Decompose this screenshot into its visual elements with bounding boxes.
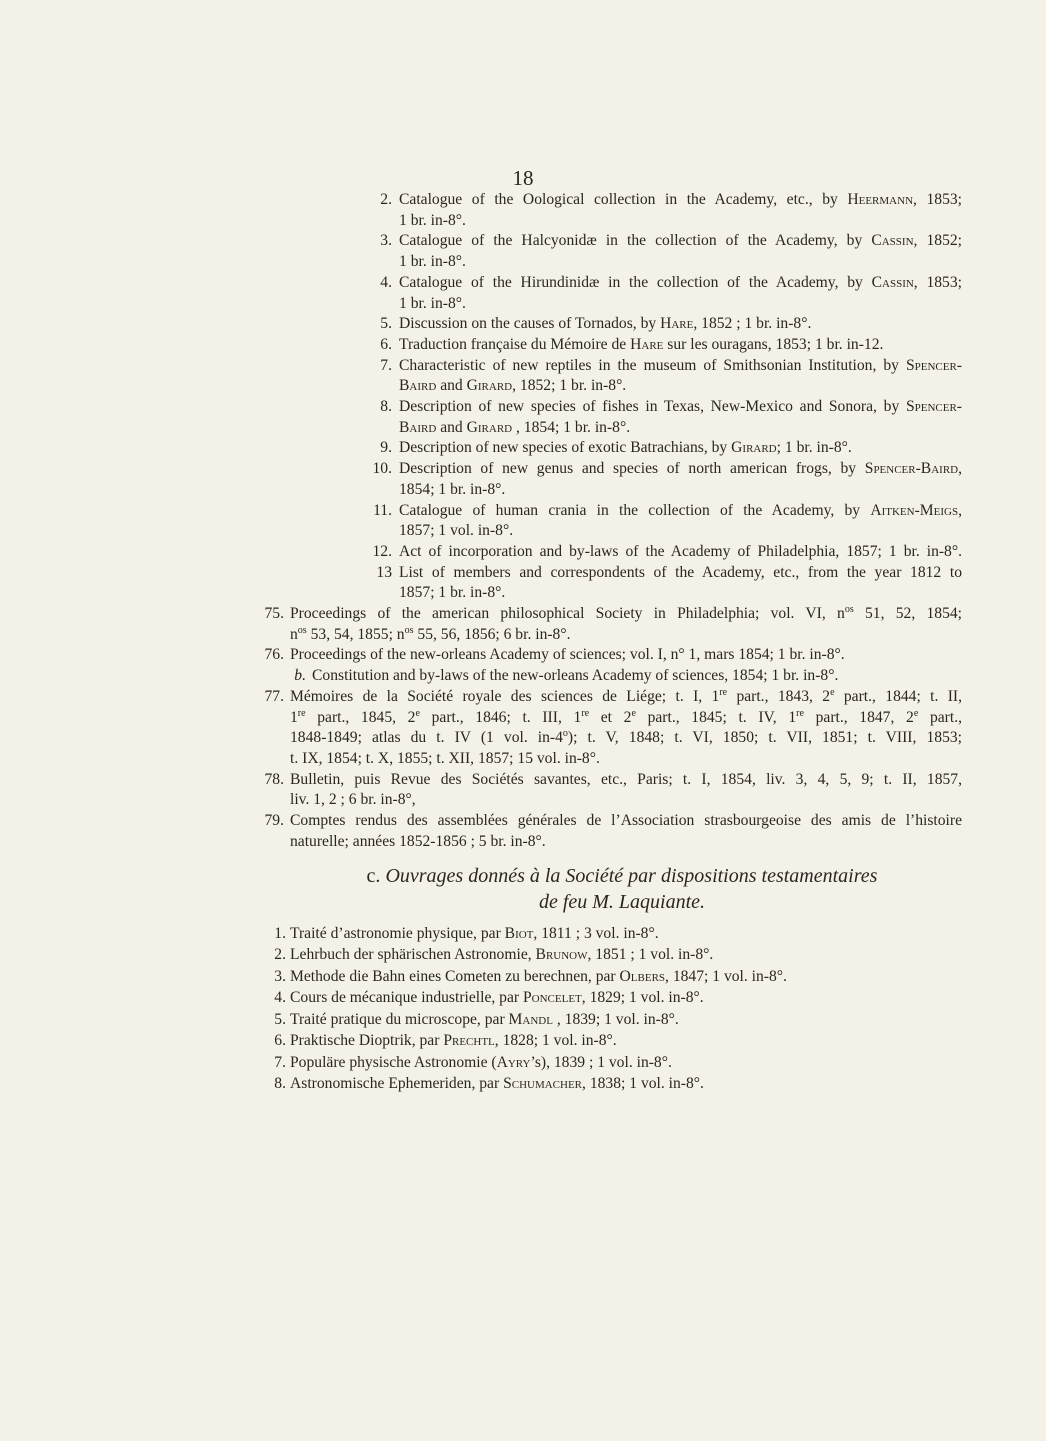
entry-text: 1 br. in-8°. <box>399 294 466 312</box>
entry-79 <box>262 811 962 852</box>
entry-12 <box>262 542 962 563</box>
entry-text: Catalogue of the Oological collection in the Academy, etc., by <box>399 191 848 208</box>
entry-text: Act of incorporation and by-laws of the Academy of Philadelphia, 1857; 1 br. in-8°. <box>399 542 962 560</box>
superscript: e <box>830 686 835 698</box>
entry-text: and <box>436 377 467 395</box>
entry-c2 <box>262 944 962 966</box>
entry-text: 53, 54, 1855; n <box>306 625 405 643</box>
entry-number: 1. <box>274 924 286 942</box>
entry-text: , 1851 ; 1 vol. in-8°. <box>587 946 714 963</box>
entry-text: t. IX, 1854; t. X, 1855; t. XII, 1857; 15 vol. in-8°. <box>290 749 600 767</box>
entry-text: Description of new species of exotic Batrachians, by <box>399 439 732 457</box>
entry-number: 8. <box>380 398 392 416</box>
entry-text: 55, 56, 1856; 6 br. in-8°. <box>413 625 571 643</box>
entry-number: 6. <box>274 1032 286 1049</box>
author-name: Cassin <box>871 273 914 291</box>
entry-text: ); t. V, 1848; t. VI, 1850; t. VII, 1851; t. VIII, 1853; <box>567 729 962 747</box>
entry-number: 4. <box>274 989 286 1006</box>
entry-11 <box>262 501 962 542</box>
entry-number: 79. <box>264 812 284 830</box>
entry-text: n <box>290 625 298 643</box>
entry-text: Catalogue of the Halcyonidæ in the collection of the Academy, by <box>399 232 872 250</box>
entry-text: Cours de mécanique industrielle, par <box>290 989 523 1006</box>
entry-text: , 1811 ; 3 vol. in-8°. <box>533 924 659 942</box>
author-name: Heermann <box>847 191 914 208</box>
section-heading <box>262 863 962 915</box>
entry-text: part., 1844; t. II, <box>834 687 963 705</box>
entry-text: , 1847; 1 vol. in-8°. <box>665 967 787 985</box>
author-name: Spencer-Baird <box>864 460 959 478</box>
entry-text: part., <box>918 708 962 726</box>
entry-text: Praktische Dioptrik, par <box>290 1032 444 1049</box>
page-number: 18 <box>512 166 534 190</box>
author-name: Aitken-Meigs <box>870 501 959 519</box>
entry-4 <box>262 273 962 314</box>
entry-number: 9. <box>380 439 392 457</box>
entry-9 <box>262 438 962 459</box>
superscript: os <box>844 603 854 615</box>
author-name: Hare <box>660 315 694 333</box>
entry-number: 7. <box>274 1053 286 1071</box>
entry-75 <box>262 604 962 645</box>
entry-text: , 1838; 1 vol. in-8°. <box>582 1075 704 1092</box>
superscript: re <box>297 707 306 719</box>
author-name: Hare <box>630 335 664 353</box>
entry-text: 1 br. in-8°. <box>399 253 466 271</box>
entry-tail: , 1853; <box>913 191 962 208</box>
superscript: e <box>913 707 919 719</box>
entry-text: 1857; 1 br. in-8°. <box>399 584 506 602</box>
entry-c8 <box>262 1073 962 1095</box>
entry-8 <box>262 397 962 438</box>
entry-tail: , <box>958 460 962 478</box>
entry-number: 2. <box>380 191 392 208</box>
entry-number: 78. <box>264 770 284 788</box>
entry-tail: , <box>958 501 962 519</box>
section-title-line: Ouvrages donnés à la Société par dispositions testamentaires <box>380 864 878 887</box>
entry-text: , 1839; 1 vol. in-8°. <box>552 1010 679 1028</box>
entry-3 <box>262 231 962 272</box>
entry-text: Comptes rendus des assemblées générales de l’Association strasbourgeoise des amis de l’histoire <box>290 812 962 830</box>
entry-text: and <box>436 418 467 436</box>
entry-78 <box>262 770 962 811</box>
entry-c7 <box>262 1052 962 1074</box>
entry-13 <box>262 563 962 604</box>
superscript: e <box>415 707 420 719</box>
entry-c3 <box>262 966 962 988</box>
entry-2 <box>262 190 962 231</box>
entry-text: Astronomische Ephemeriden, par <box>290 1075 504 1092</box>
entry-number: 8. <box>274 1075 286 1092</box>
entry-text: Traité pratique du microscope, par <box>290 1010 509 1028</box>
entry-text: 51, 52, 1854; <box>853 605 962 623</box>
entry-text: sur les ouragans, 1853; 1 br. in-12. <box>663 335 884 353</box>
superscript: o <box>562 728 568 740</box>
entry-number: 5. <box>274 1010 286 1028</box>
superscript: re <box>719 686 728 698</box>
author-name: Girard <box>466 377 513 395</box>
entry-c6 <box>262 1030 962 1052</box>
entry-number: 2. <box>274 946 286 963</box>
author-name: Spencer- <box>905 356 962 374</box>
entry-text: 1848-1849; atlas du t. IV (1 vol. in-4 <box>290 729 563 747</box>
author-name: Prechtl <box>443 1032 495 1049</box>
author-name: Ayry <box>496 1053 531 1071</box>
entry-number: 75. <box>264 605 284 623</box>
entry-text: Traité d’astronomie physique, par <box>290 924 505 942</box>
entry-text: List of members and correspondents of the Academy, etc., from the year 1812 to <box>399 563 962 581</box>
entry-text: , 1852 ; 1 br. in-8°. <box>693 315 812 333</box>
entry-text: 1854; 1 br. in-8°. <box>399 480 506 498</box>
section-title-line: de feu M. Laquiante. <box>538 890 706 913</box>
entry-number: 76. <box>264 646 284 664</box>
entry-text: ; 1 br. in-8°. <box>776 439 852 457</box>
entry-number: 10. <box>372 460 392 478</box>
entry-tail: , 1853; <box>913 273 962 291</box>
entry-text: Description of new species of fishes in Texas, New-Mexico and Sonora, by <box>399 398 906 416</box>
entry-text: , 1852; 1 br. in-8°. <box>512 377 627 395</box>
entry-text: part., 1843, 2 <box>727 687 831 705</box>
entry-text: Lehrbuch der sphärischen Astronomie, <box>290 946 536 963</box>
entry-text: et 2 <box>589 708 632 726</box>
entry-7 <box>262 356 962 397</box>
entry-text: 1857; 1 vol. in-8°. <box>399 522 514 540</box>
entry-text: 1 br. in-8°. <box>399 211 466 229</box>
entry-number: 13 <box>376 563 392 581</box>
entry-text: , 1854; 1 br. in-8°. <box>512 418 631 436</box>
superscript: e <box>631 707 636 719</box>
entry-10 <box>262 459 962 500</box>
entry-number: 11. <box>373 501 392 519</box>
entry-text: Bulletin, puis Revue des Sociétés savantes, etc., Paris; t. I, 1854, liv. 3, 4, 5, 9; t. II, 1857, <box>290 770 962 788</box>
entry-text: part., 1845, 2 <box>305 708 416 726</box>
author-name: Mandl <box>508 1010 553 1028</box>
entry-text: , 1829; 1 vol. in-8°. <box>581 989 704 1006</box>
author-name: Girard <box>731 439 777 457</box>
entry-number: 3. <box>380 232 392 250</box>
entry-text: Traduction française du Mémoire de <box>399 335 631 353</box>
entry-c5 <box>262 1009 962 1031</box>
author-name: Poncelet <box>522 989 582 1006</box>
entry-text: Characteristic of new reptiles in the museum of Smithsonian Institution, by <box>399 356 906 374</box>
author-name: Olbers <box>619 967 666 985</box>
entry-number: 5. <box>380 315 392 333</box>
author-name: Baird <box>399 377 437 395</box>
entry-number: 77. <box>264 687 284 705</box>
entry-text: part., 1845; t. IV, 1 <box>635 708 797 726</box>
entry-6 <box>262 335 962 356</box>
entry-text: 1 <box>290 708 298 726</box>
author-name: Baird <box>399 418 437 436</box>
author-name: Schumacher <box>503 1075 583 1092</box>
entry-text: Proceedings of the american philosophical Society in Philadelphia; vol. VI, n <box>290 605 845 623</box>
entry-text: , 1828; 1 vol. in-8°. <box>494 1032 617 1049</box>
author-name: Brunow <box>535 946 588 963</box>
entry-text: part., 1847, 2 <box>803 708 914 726</box>
catalogue-entries <box>262 190 962 1095</box>
entry-number: 6. <box>380 335 392 353</box>
entry-text: Description of new genus and species of north american frogs, by <box>399 460 865 478</box>
superscript: os <box>297 624 307 636</box>
entry-76 <box>262 645 962 666</box>
entry-text: Methode die Bahn eines Cometen zu berechnen, par <box>290 967 620 985</box>
entry-c1 <box>262 923 962 945</box>
author-name: Spencer- <box>905 398 962 416</box>
entry-76b <box>262 666 962 687</box>
entry-text: Mémoires de la Société royale des sciences de Liége; t. I, 1 <box>290 687 720 705</box>
entry-tail: , 1852; <box>913 232 962 250</box>
entry-number: 12. <box>372 542 392 560</box>
entry-text: part., 1846; t. III, 1 <box>419 708 582 726</box>
entry-text: Proceedings of the new-orleans Academy of sciences; vol. I, n° 1, mars 1854; 1 br. in-8°. <box>290 646 845 664</box>
entry-number: 3. <box>274 967 286 985</box>
superscript: re <box>581 707 590 719</box>
entry-c4 <box>262 987 962 1009</box>
entry-77 <box>262 687 962 770</box>
entry-number: 7. <box>380 356 392 374</box>
superscript: os <box>404 624 414 636</box>
entry-5 <box>262 314 962 335</box>
section-letter: c. <box>366 864 381 887</box>
entry-text: naturelle; années 1852-1856 ; 5 br. in-8°. <box>290 832 546 850</box>
superscript: re <box>796 707 804 719</box>
entry-text: Discussion on the causes of Tornados, by <box>399 315 661 333</box>
entry-text: Populäre physische Astronomie ( <box>290 1053 497 1071</box>
entry-text: ’s), 1839 ; 1 vol. in-8°. <box>530 1053 672 1071</box>
author-name: Girard <box>466 418 513 436</box>
author-name: Cassin <box>871 232 914 250</box>
entry-text: Constitution and by-laws of the new-orleans Academy of sciences, 1854; 1 br. in-8°. <box>312 667 839 685</box>
entry-text: liv. 1, 2 ; 6 br. in-8°, <box>290 791 416 809</box>
author-name: Biot <box>504 924 534 942</box>
entry-number: 4. <box>380 273 392 291</box>
entry-text: Catalogue of the Hirundinidæ in the collection of the Academy, by <box>399 273 872 291</box>
entry-sub-letter: b. <box>294 667 306 685</box>
entry-text: Catalogue of human crania in the collection of the Academy, by <box>399 501 871 519</box>
